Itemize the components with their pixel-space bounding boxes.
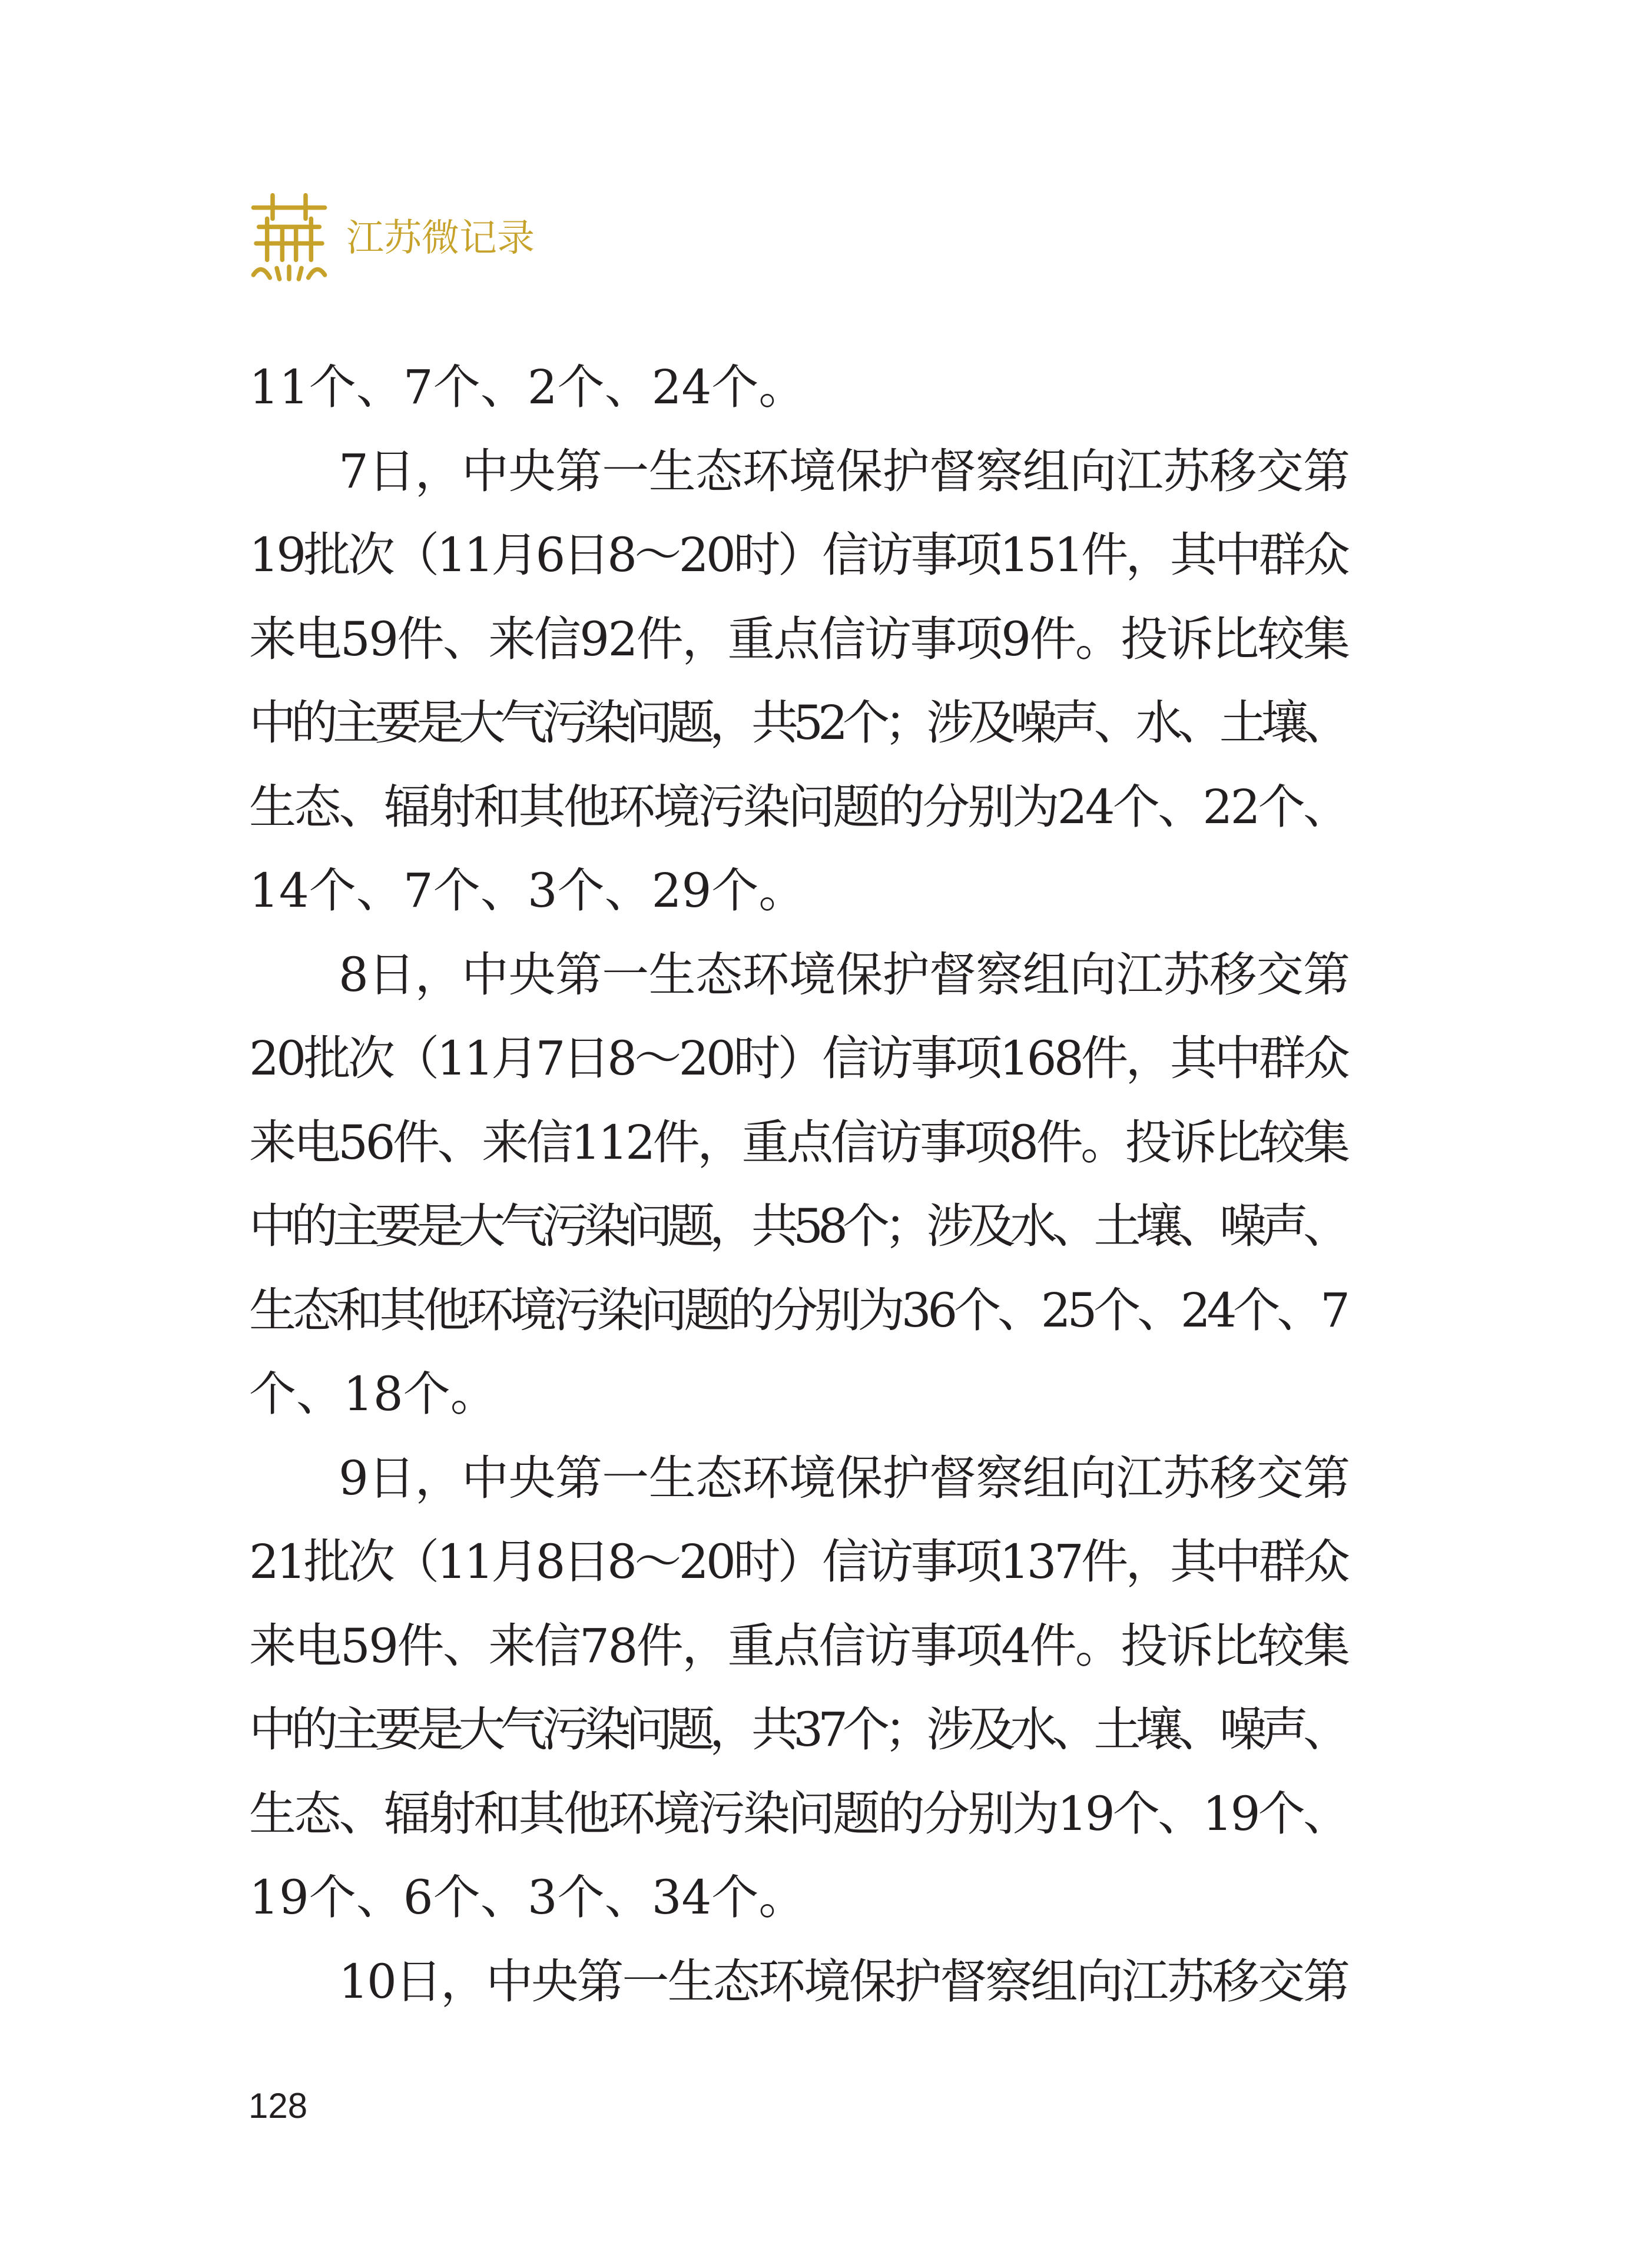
logo-icon xyxy=(248,190,330,286)
text-line: 中的主要是大气污染问题，共52个；涉及噪声、水、土壤、 xyxy=(249,695,1345,750)
text-line: 7日，中央第一生态环境保护督察组向江苏移交第 xyxy=(339,443,1350,499)
text-line: 19批次（11月6日8～20时）信访事项151件，其中群众 xyxy=(249,528,1348,582)
text-line: 14个、7个、3个、29个。 xyxy=(249,863,806,918)
body-text xyxy=(249,346,1350,2024)
text-line: 20批次（11月7日8～20时）信访事项168件，其中群众 xyxy=(249,1031,1348,1086)
text-line: 个、18个。 xyxy=(249,1367,498,1421)
paragraph xyxy=(249,346,1350,430)
text-line: 生态、辐射和其他环境污染问题的分别为19个、19个、 xyxy=(249,1786,1348,1841)
text-line: 10日，中央第一生态环境保护督察组向江苏移交第 xyxy=(339,1954,1349,2009)
page-number: 128 xyxy=(248,2086,308,2126)
text-line: 11个、7个、2个、24个。 xyxy=(249,360,806,415)
paragraph xyxy=(249,1437,1350,1940)
text-line: 来电59件、来信78件，重点信访事项4件。投诉比较集 xyxy=(249,1618,1349,1673)
text-line: 19个、6个、3个、34个。 xyxy=(249,1870,806,1925)
text-line: 来电59件、来信92件，重点信访事项9件。投诉比较集 xyxy=(249,611,1349,667)
text-line: 8日，中央第一生态环境保护督察组向江苏移交第 xyxy=(339,947,1350,1002)
text-line: 来电56件、来信112件，重点信访事项8件。投诉比较集 xyxy=(249,1115,1348,1170)
series-title: 江苏微记录 xyxy=(346,217,535,259)
paragraph xyxy=(249,1940,1350,2024)
text-line: 中的主要是大气污染问题，共37个；涉及水、土壤、噪声、 xyxy=(249,1702,1345,1757)
text-line: 生态和其他环境污染问题的分别为36个、25个、24个、7 xyxy=(249,1282,1347,1338)
text-line: 中的主要是大气污染问题，共58个；涉及水、土壤、噪声、 xyxy=(249,1199,1345,1254)
paragraph xyxy=(249,933,1350,1437)
text-line: 21批次（11月8日8～20时）信访事项137件，其中群众 xyxy=(249,1534,1348,1589)
text-line: 9日，中央第一生态环境保护督察组向江苏移交第 xyxy=(339,1450,1350,1506)
text-line: 生态、辐射和其他环境污染问题的分别为24个、22个、 xyxy=(249,779,1348,834)
paragraph xyxy=(249,430,1350,933)
